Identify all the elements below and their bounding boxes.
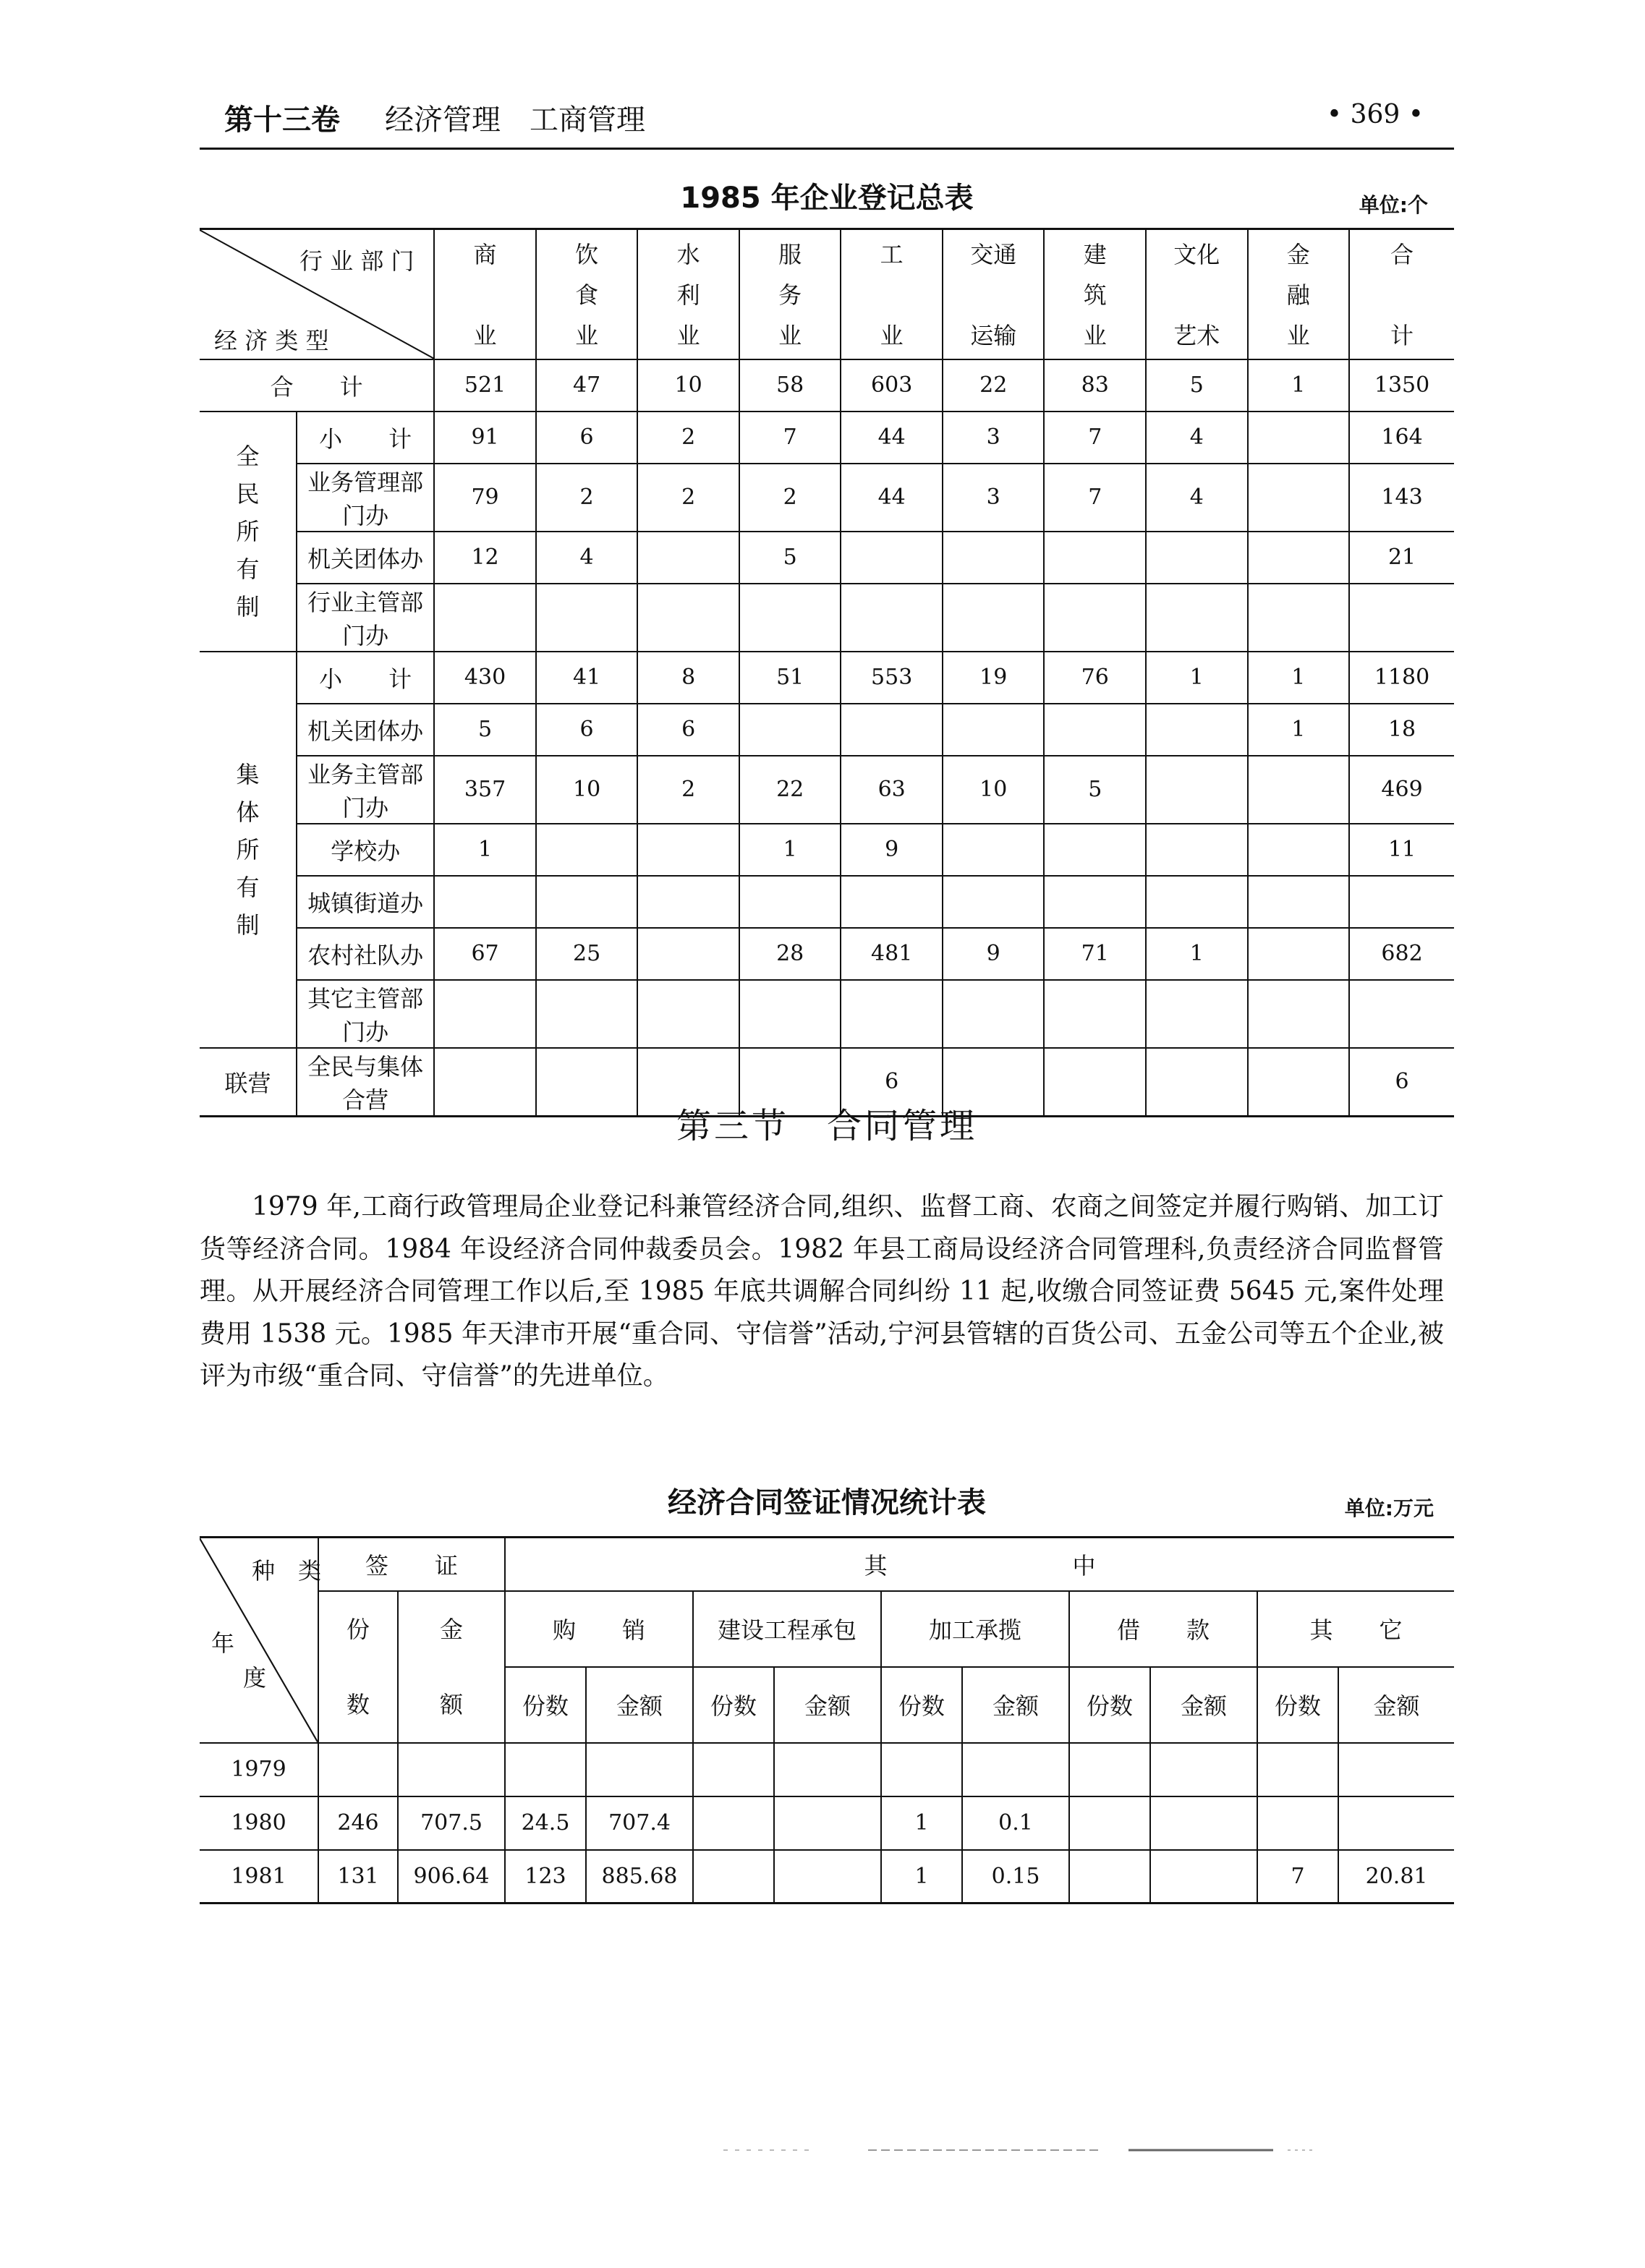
table-cell: 5 bbox=[1146, 359, 1248, 412]
column-header bbox=[841, 229, 943, 359]
table-cell: 10 bbox=[637, 359, 739, 412]
table-cell: 682 bbox=[1349, 928, 1454, 980]
table-cell bbox=[1150, 1796, 1257, 1850]
signed-header: 签 证 bbox=[318, 1538, 505, 1591]
contract-category-header: 加工承揽 bbox=[881, 1591, 1069, 1667]
table-cell bbox=[1248, 584, 1350, 652]
table-cell: 707.4 bbox=[586, 1796, 693, 1850]
column-header-text: 服 bbox=[778, 241, 802, 268]
table-cell bbox=[1146, 584, 1248, 652]
table-row bbox=[200, 928, 1454, 980]
table-cell bbox=[1338, 1743, 1454, 1796]
corner-type-label: 种 类 bbox=[252, 1557, 322, 1585]
page-number: • 369 • bbox=[1326, 100, 1424, 129]
ownership-group-char: 民 bbox=[236, 479, 260, 508]
table-cell: 553 bbox=[841, 652, 943, 704]
table-cell bbox=[1146, 824, 1248, 876]
table-cell: 76 bbox=[1044, 652, 1146, 704]
table-cell bbox=[1069, 1850, 1150, 1904]
table-cell bbox=[739, 584, 841, 652]
table-cell: 357 bbox=[434, 756, 536, 824]
table-cell bbox=[1146, 980, 1248, 1048]
column-header-text: 金 bbox=[1286, 241, 1310, 268]
table-cell: 481 bbox=[841, 928, 943, 980]
amount-subheader: 金额 bbox=[1150, 1667, 1257, 1743]
table-cell: 63 bbox=[841, 756, 943, 824]
column-header-text bbox=[888, 281, 896, 309]
table-row bbox=[200, 412, 1454, 464]
table-cell bbox=[774, 1743, 881, 1796]
ownership-group-char: 制 bbox=[236, 592, 260, 621]
contract-certification-table bbox=[200, 1536, 1454, 1904]
table-row bbox=[200, 1850, 1454, 1904]
row-label: 学校办 bbox=[297, 824, 434, 876]
table-cell: 707.5 bbox=[398, 1796, 505, 1850]
table-cell: 2 bbox=[637, 412, 739, 464]
signed-amount-char-1: 金 bbox=[440, 1615, 464, 1643]
corner-year-label-b: 度 bbox=[243, 1664, 267, 1692]
table-cell: 21 bbox=[1349, 532, 1454, 584]
column-header-text: 合 bbox=[1390, 241, 1414, 268]
table-cell: 3 bbox=[943, 412, 1045, 464]
table2-unit: 单位:万元 bbox=[1344, 1496, 1434, 1520]
table-cell: 2 bbox=[536, 464, 638, 532]
enterprise-registration-table bbox=[200, 228, 1454, 1117]
table-cell: 10 bbox=[943, 756, 1045, 824]
table-cell bbox=[962, 1743, 1069, 1796]
table-cell bbox=[1044, 980, 1146, 1048]
table-cell bbox=[943, 532, 1045, 584]
table2-header-row-2 bbox=[200, 1591, 1454, 1667]
table-cell bbox=[943, 980, 1045, 1048]
table-row bbox=[200, 584, 1454, 652]
count-subheader: 份数 bbox=[1069, 1667, 1150, 1743]
column-header-text: 筑 bbox=[1083, 281, 1107, 309]
table-cell: 906.64 bbox=[398, 1850, 505, 1904]
contract-category-header: 借 款 bbox=[1069, 1591, 1257, 1667]
column-header-text bbox=[481, 281, 488, 309]
column-header-text: 饮 bbox=[575, 241, 599, 268]
table-cell bbox=[637, 584, 739, 652]
table-row bbox=[200, 756, 1454, 824]
table-cell: 1 bbox=[1248, 359, 1350, 412]
table1-corner-cell bbox=[200, 229, 434, 359]
table-cell: 6 bbox=[1349, 1048, 1454, 1117]
table-cell bbox=[739, 704, 841, 756]
table-cell: 123 bbox=[505, 1850, 586, 1904]
table-cell: 67 bbox=[434, 928, 536, 980]
table-cell: 4 bbox=[1146, 464, 1248, 532]
signed-amount-char-2: 额 bbox=[440, 1690, 464, 1718]
table-cell bbox=[318, 1743, 398, 1796]
table-cell: 6 bbox=[841, 1048, 943, 1117]
table-cell: 19 bbox=[943, 652, 1045, 704]
table-cell bbox=[637, 876, 739, 928]
ownership-group-char: 体 bbox=[236, 798, 260, 826]
table-cell bbox=[1044, 824, 1146, 876]
row-label: 合 计 bbox=[200, 359, 434, 412]
count-subheader: 份数 bbox=[881, 1667, 962, 1743]
row-label: 行业主管部门办 bbox=[297, 584, 434, 652]
amount-subheader: 金额 bbox=[774, 1667, 881, 1743]
paragraph-text: 1979 年,工商行政管理局企业登记科兼管经济合同,组织、监督工商、农商之间签定并履行购销、加工订货等经济合同。1984 年设经济合同仲裁委员会。1982 年县工商局设经济合同管理科,负责经济合同监督管理。从开展经济合同管理工作以后,至 1985 年底共调解合同纠纷 11 起,收缴合同签证费 5645 元,案件处理费用 1538 元。1985 年天津市开展“重合同、守信誉”活动,宁河县管辖的百货公司、五金公司等五个企业,被评为市级“重合同、守信誉”的先进单位。 bbox=[200, 1192, 1444, 1391]
column-header-text: 文化 bbox=[1173, 241, 1220, 268]
table-cell bbox=[536, 876, 638, 928]
table-cell bbox=[1248, 756, 1350, 824]
table-cell bbox=[1069, 1796, 1150, 1850]
table-cell bbox=[943, 584, 1045, 652]
column-header-text: 业 bbox=[575, 322, 599, 349]
table-cell bbox=[1248, 980, 1350, 1048]
table-cell: 1180 bbox=[1349, 652, 1454, 704]
table-cell: 0.15 bbox=[962, 1850, 1069, 1904]
table-cell bbox=[434, 980, 536, 1048]
table-cell bbox=[1044, 584, 1146, 652]
row-label: 农村社队办 bbox=[297, 928, 434, 980]
ownership-group-char: 全 bbox=[236, 442, 260, 470]
table-cell bbox=[1044, 704, 1146, 756]
table-cell bbox=[586, 1743, 693, 1796]
table-cell bbox=[637, 928, 739, 980]
among-header: 其 中 bbox=[505, 1538, 1454, 1591]
table-cell: 1 bbox=[881, 1796, 962, 1850]
table-cell bbox=[536, 980, 638, 1048]
table-cell: 3 bbox=[943, 464, 1045, 532]
table-cell bbox=[398, 1743, 505, 1796]
row-label: 全民与集体合营 bbox=[297, 1048, 434, 1117]
section-paragraph bbox=[200, 1186, 1444, 1398]
table-cell: 469 bbox=[1349, 756, 1454, 824]
column-header bbox=[1349, 229, 1454, 359]
table-cell: 22 bbox=[943, 359, 1045, 412]
table-cell: 521 bbox=[434, 359, 536, 412]
column-header-text: 交通 bbox=[970, 241, 1017, 268]
column-header bbox=[637, 229, 739, 359]
row-label: 业务管理部门办 bbox=[297, 464, 434, 532]
row-label: 业务主管部门办 bbox=[297, 756, 434, 824]
corner-year-label-a: 年 bbox=[211, 1629, 235, 1657]
table-cell bbox=[881, 1743, 962, 1796]
table-cell bbox=[1069, 1743, 1150, 1796]
table-cell: 6 bbox=[536, 412, 638, 464]
signed-count-header bbox=[318, 1591, 398, 1743]
signed-amount-header bbox=[398, 1591, 505, 1743]
column-header-text: 食 bbox=[575, 281, 599, 309]
table-cell bbox=[1146, 532, 1248, 584]
table1-header-row bbox=[200, 229, 1454, 359]
table-cell: 24.5 bbox=[505, 1796, 586, 1850]
table-cell: 143 bbox=[1349, 464, 1454, 532]
table-cell bbox=[637, 980, 739, 1048]
column-header-text: 融 bbox=[1286, 281, 1310, 309]
column-header bbox=[1044, 229, 1146, 359]
ownership-group-char: 集 bbox=[236, 760, 260, 788]
ownership-group-label: 联营 bbox=[200, 1048, 297, 1117]
volume-title: 第十三卷 bbox=[224, 103, 340, 137]
column-header-text: 计 bbox=[1390, 322, 1414, 349]
table-cell: 44 bbox=[841, 412, 943, 464]
table-cell bbox=[1150, 1850, 1257, 1904]
count-subheader: 份数 bbox=[505, 1667, 586, 1743]
amount-subheader: 金额 bbox=[586, 1667, 693, 1743]
corner-economy-label: 经 济 类 型 bbox=[214, 327, 329, 354]
table-cell: 20.81 bbox=[1338, 1850, 1454, 1904]
amount-subheader: 金额 bbox=[962, 1667, 1069, 1743]
table-row bbox=[200, 1743, 1454, 1796]
table-cell: 164 bbox=[1349, 412, 1454, 464]
table-cell: 1 bbox=[881, 1850, 962, 1904]
signed-count-char-1: 份 bbox=[346, 1615, 370, 1643]
table-cell: 1 bbox=[1248, 704, 1350, 756]
table-cell: 58 bbox=[739, 359, 841, 412]
table-cell: 1350 bbox=[1349, 359, 1454, 412]
table-cell bbox=[1146, 876, 1248, 928]
table-cell bbox=[1349, 584, 1454, 652]
table-cell: 18 bbox=[1349, 704, 1454, 756]
table-row bbox=[200, 704, 1454, 756]
page-header bbox=[200, 91, 1454, 150]
table-row bbox=[200, 980, 1454, 1048]
table-cell bbox=[1349, 980, 1454, 1048]
count-subheader: 份数 bbox=[1257, 1667, 1338, 1743]
table-cell bbox=[1257, 1796, 1338, 1850]
table-cell: 246 bbox=[318, 1796, 398, 1850]
table-cell: 5 bbox=[739, 532, 841, 584]
table-cell: 91 bbox=[434, 412, 536, 464]
table-cell: 6 bbox=[536, 704, 638, 756]
table-cell: 9 bbox=[943, 928, 1045, 980]
table-cell: 5 bbox=[434, 704, 536, 756]
table-row bbox=[200, 652, 1454, 704]
table-cell bbox=[1146, 756, 1248, 824]
column-header-text: 业 bbox=[1286, 322, 1310, 349]
column-header bbox=[536, 229, 638, 359]
table-cell: 1 bbox=[434, 824, 536, 876]
table-cell bbox=[841, 876, 943, 928]
column-header bbox=[1146, 229, 1248, 359]
table-cell bbox=[943, 704, 1045, 756]
table-cell bbox=[536, 824, 638, 876]
table-cell bbox=[1248, 876, 1350, 928]
table-cell bbox=[1146, 704, 1248, 756]
table-cell bbox=[1248, 464, 1350, 532]
amount-subheader: 金额 bbox=[1338, 1667, 1454, 1743]
table-cell: 8 bbox=[637, 652, 739, 704]
table-cell bbox=[774, 1850, 881, 1904]
table-cell bbox=[943, 876, 1045, 928]
table-cell bbox=[536, 584, 638, 652]
ownership-group-char: 制 bbox=[236, 911, 260, 939]
table-cell: 885.68 bbox=[586, 1850, 693, 1904]
ownership-group-char: 所 bbox=[236, 517, 260, 545]
table2-corner-cell bbox=[200, 1538, 322, 1743]
year-cell: 1979 bbox=[200, 1743, 318, 1796]
signed-count-char-2: 数 bbox=[346, 1690, 370, 1718]
table-cell: 6 bbox=[637, 704, 739, 756]
column-header-text: 运输 bbox=[970, 322, 1017, 349]
table-cell bbox=[1248, 824, 1350, 876]
table-cell: 1 bbox=[1248, 652, 1350, 704]
table-cell bbox=[1044, 532, 1146, 584]
table-cell bbox=[693, 1850, 774, 1904]
table-row bbox=[200, 532, 1454, 584]
section-heading: 第三节 合同管理 bbox=[676, 1106, 977, 1146]
table-row bbox=[200, 824, 1454, 876]
column-header-text: 业 bbox=[880, 322, 904, 349]
column-header bbox=[1248, 229, 1350, 359]
table-cell bbox=[841, 980, 943, 1048]
column-header bbox=[434, 229, 536, 359]
table-cell bbox=[841, 584, 943, 652]
table-cell bbox=[1349, 876, 1454, 928]
table-cell: 0.1 bbox=[962, 1796, 1069, 1850]
table-cell: 2 bbox=[637, 464, 739, 532]
table-cell: 2 bbox=[637, 756, 739, 824]
table-cell: 7 bbox=[739, 412, 841, 464]
row-label: 机关团体办 bbox=[297, 704, 434, 756]
column-header-text bbox=[990, 281, 997, 309]
row-label: 其它主管部门办 bbox=[297, 980, 434, 1048]
table-cell bbox=[774, 1796, 881, 1850]
column-header-text: 务 bbox=[778, 281, 802, 309]
table-cell: 71 bbox=[1044, 928, 1146, 980]
table1-unit: 单位:个 bbox=[1359, 193, 1428, 217]
ownership-group-label bbox=[200, 652, 297, 1048]
ownership-group-char: 有 bbox=[236, 873, 260, 901]
row-label: 机关团体办 bbox=[297, 532, 434, 584]
table-cell: 430 bbox=[434, 652, 536, 704]
table2-title: 经济合同签证情况统计表 bbox=[668, 1486, 986, 1519]
table-row bbox=[200, 464, 1454, 532]
table-cell: 1 bbox=[739, 824, 841, 876]
table-cell bbox=[739, 876, 841, 928]
table-cell bbox=[1248, 412, 1350, 464]
table-cell bbox=[505, 1743, 586, 1796]
table-cell bbox=[637, 532, 739, 584]
contract-category-header: 购 销 bbox=[505, 1591, 693, 1667]
column-header-text: 商 bbox=[473, 241, 497, 268]
table-cell: 131 bbox=[318, 1850, 398, 1904]
column-header-text: 工 bbox=[880, 241, 904, 268]
table-cell: 83 bbox=[1044, 359, 1146, 412]
column-header bbox=[739, 229, 841, 359]
table-cell: 79 bbox=[434, 464, 536, 532]
table-cell bbox=[1150, 1743, 1257, 1796]
table-cell bbox=[434, 584, 536, 652]
row-label: 小 计 bbox=[297, 652, 434, 704]
table-cell: 41 bbox=[536, 652, 638, 704]
table-cell: 1 bbox=[1146, 652, 1248, 704]
table-cell bbox=[1248, 532, 1350, 584]
table-cell: 28 bbox=[739, 928, 841, 980]
table-cell bbox=[1338, 1796, 1454, 1850]
column-header-text: 业 bbox=[1083, 322, 1107, 349]
table-cell bbox=[1248, 928, 1350, 980]
table-row bbox=[200, 1796, 1454, 1850]
year-cell: 1981 bbox=[200, 1850, 318, 1904]
column-header-text: 业 bbox=[473, 322, 497, 349]
ownership-group-label bbox=[200, 412, 297, 652]
column-header-text bbox=[1193, 281, 1200, 309]
row-label: 小 计 bbox=[297, 412, 434, 464]
ownership-group-char: 有 bbox=[236, 555, 260, 583]
column-header-text: 业 bbox=[676, 322, 700, 349]
table2-header-row-1 bbox=[200, 1538, 1454, 1591]
table-cell bbox=[434, 876, 536, 928]
table-cell: 11 bbox=[1349, 824, 1454, 876]
table-cell: 10 bbox=[536, 756, 638, 824]
ownership-group-char: 所 bbox=[236, 835, 260, 864]
column-header-text: 利 bbox=[676, 281, 700, 309]
table-cell: 2 bbox=[739, 464, 841, 532]
section-title-header: 经济管理 工商管理 bbox=[385, 103, 645, 137]
table-cell: 12 bbox=[434, 532, 536, 584]
contract-category-header: 建设工程承包 bbox=[693, 1591, 881, 1667]
year-cell: 1980 bbox=[200, 1796, 318, 1850]
table-cell bbox=[841, 704, 943, 756]
column-header-text: 艺术 bbox=[1173, 322, 1220, 349]
table-cell: 4 bbox=[1146, 412, 1248, 464]
scan-noise-line bbox=[723, 2148, 1317, 2152]
table-cell bbox=[1044, 876, 1146, 928]
table-cell bbox=[693, 1796, 774, 1850]
table-cell bbox=[943, 824, 1045, 876]
contract-category-header: 其 它 bbox=[1257, 1591, 1454, 1667]
table-cell: 7 bbox=[1044, 412, 1146, 464]
row-label: 城镇街道办 bbox=[297, 876, 434, 928]
table-row bbox=[200, 876, 1454, 928]
table-cell: 7 bbox=[1257, 1850, 1338, 1904]
table-cell: 1 bbox=[1146, 928, 1248, 980]
column-header-text: 水 bbox=[676, 241, 700, 268]
table-cell: 4 bbox=[536, 532, 638, 584]
table-cell: 25 bbox=[536, 928, 638, 980]
table-cell bbox=[637, 824, 739, 876]
table-cell: 22 bbox=[739, 756, 841, 824]
count-subheader: 份数 bbox=[693, 1667, 774, 1743]
table-cell: 5 bbox=[1044, 756, 1146, 824]
corner-industry-label: 行 业 部 门 bbox=[299, 247, 415, 275]
table-cell: 47 bbox=[536, 359, 638, 412]
table-cell bbox=[1257, 1743, 1338, 1796]
column-header-text: 业 bbox=[778, 322, 802, 349]
table-cell bbox=[841, 532, 943, 584]
column-header-text: 建 bbox=[1083, 241, 1107, 268]
table-cell: 9 bbox=[841, 824, 943, 876]
table-cell bbox=[739, 980, 841, 1048]
table-row bbox=[200, 359, 1454, 412]
column-header-text bbox=[1398, 281, 1406, 309]
table-cell: 44 bbox=[841, 464, 943, 532]
table-cell: 51 bbox=[739, 652, 841, 704]
table-cell: 7 bbox=[1044, 464, 1146, 532]
table-cell: 603 bbox=[841, 359, 943, 412]
column-header bbox=[943, 229, 1045, 359]
table1-title: 1985 年企业登记总表 bbox=[680, 182, 974, 215]
table-cell bbox=[693, 1743, 774, 1796]
